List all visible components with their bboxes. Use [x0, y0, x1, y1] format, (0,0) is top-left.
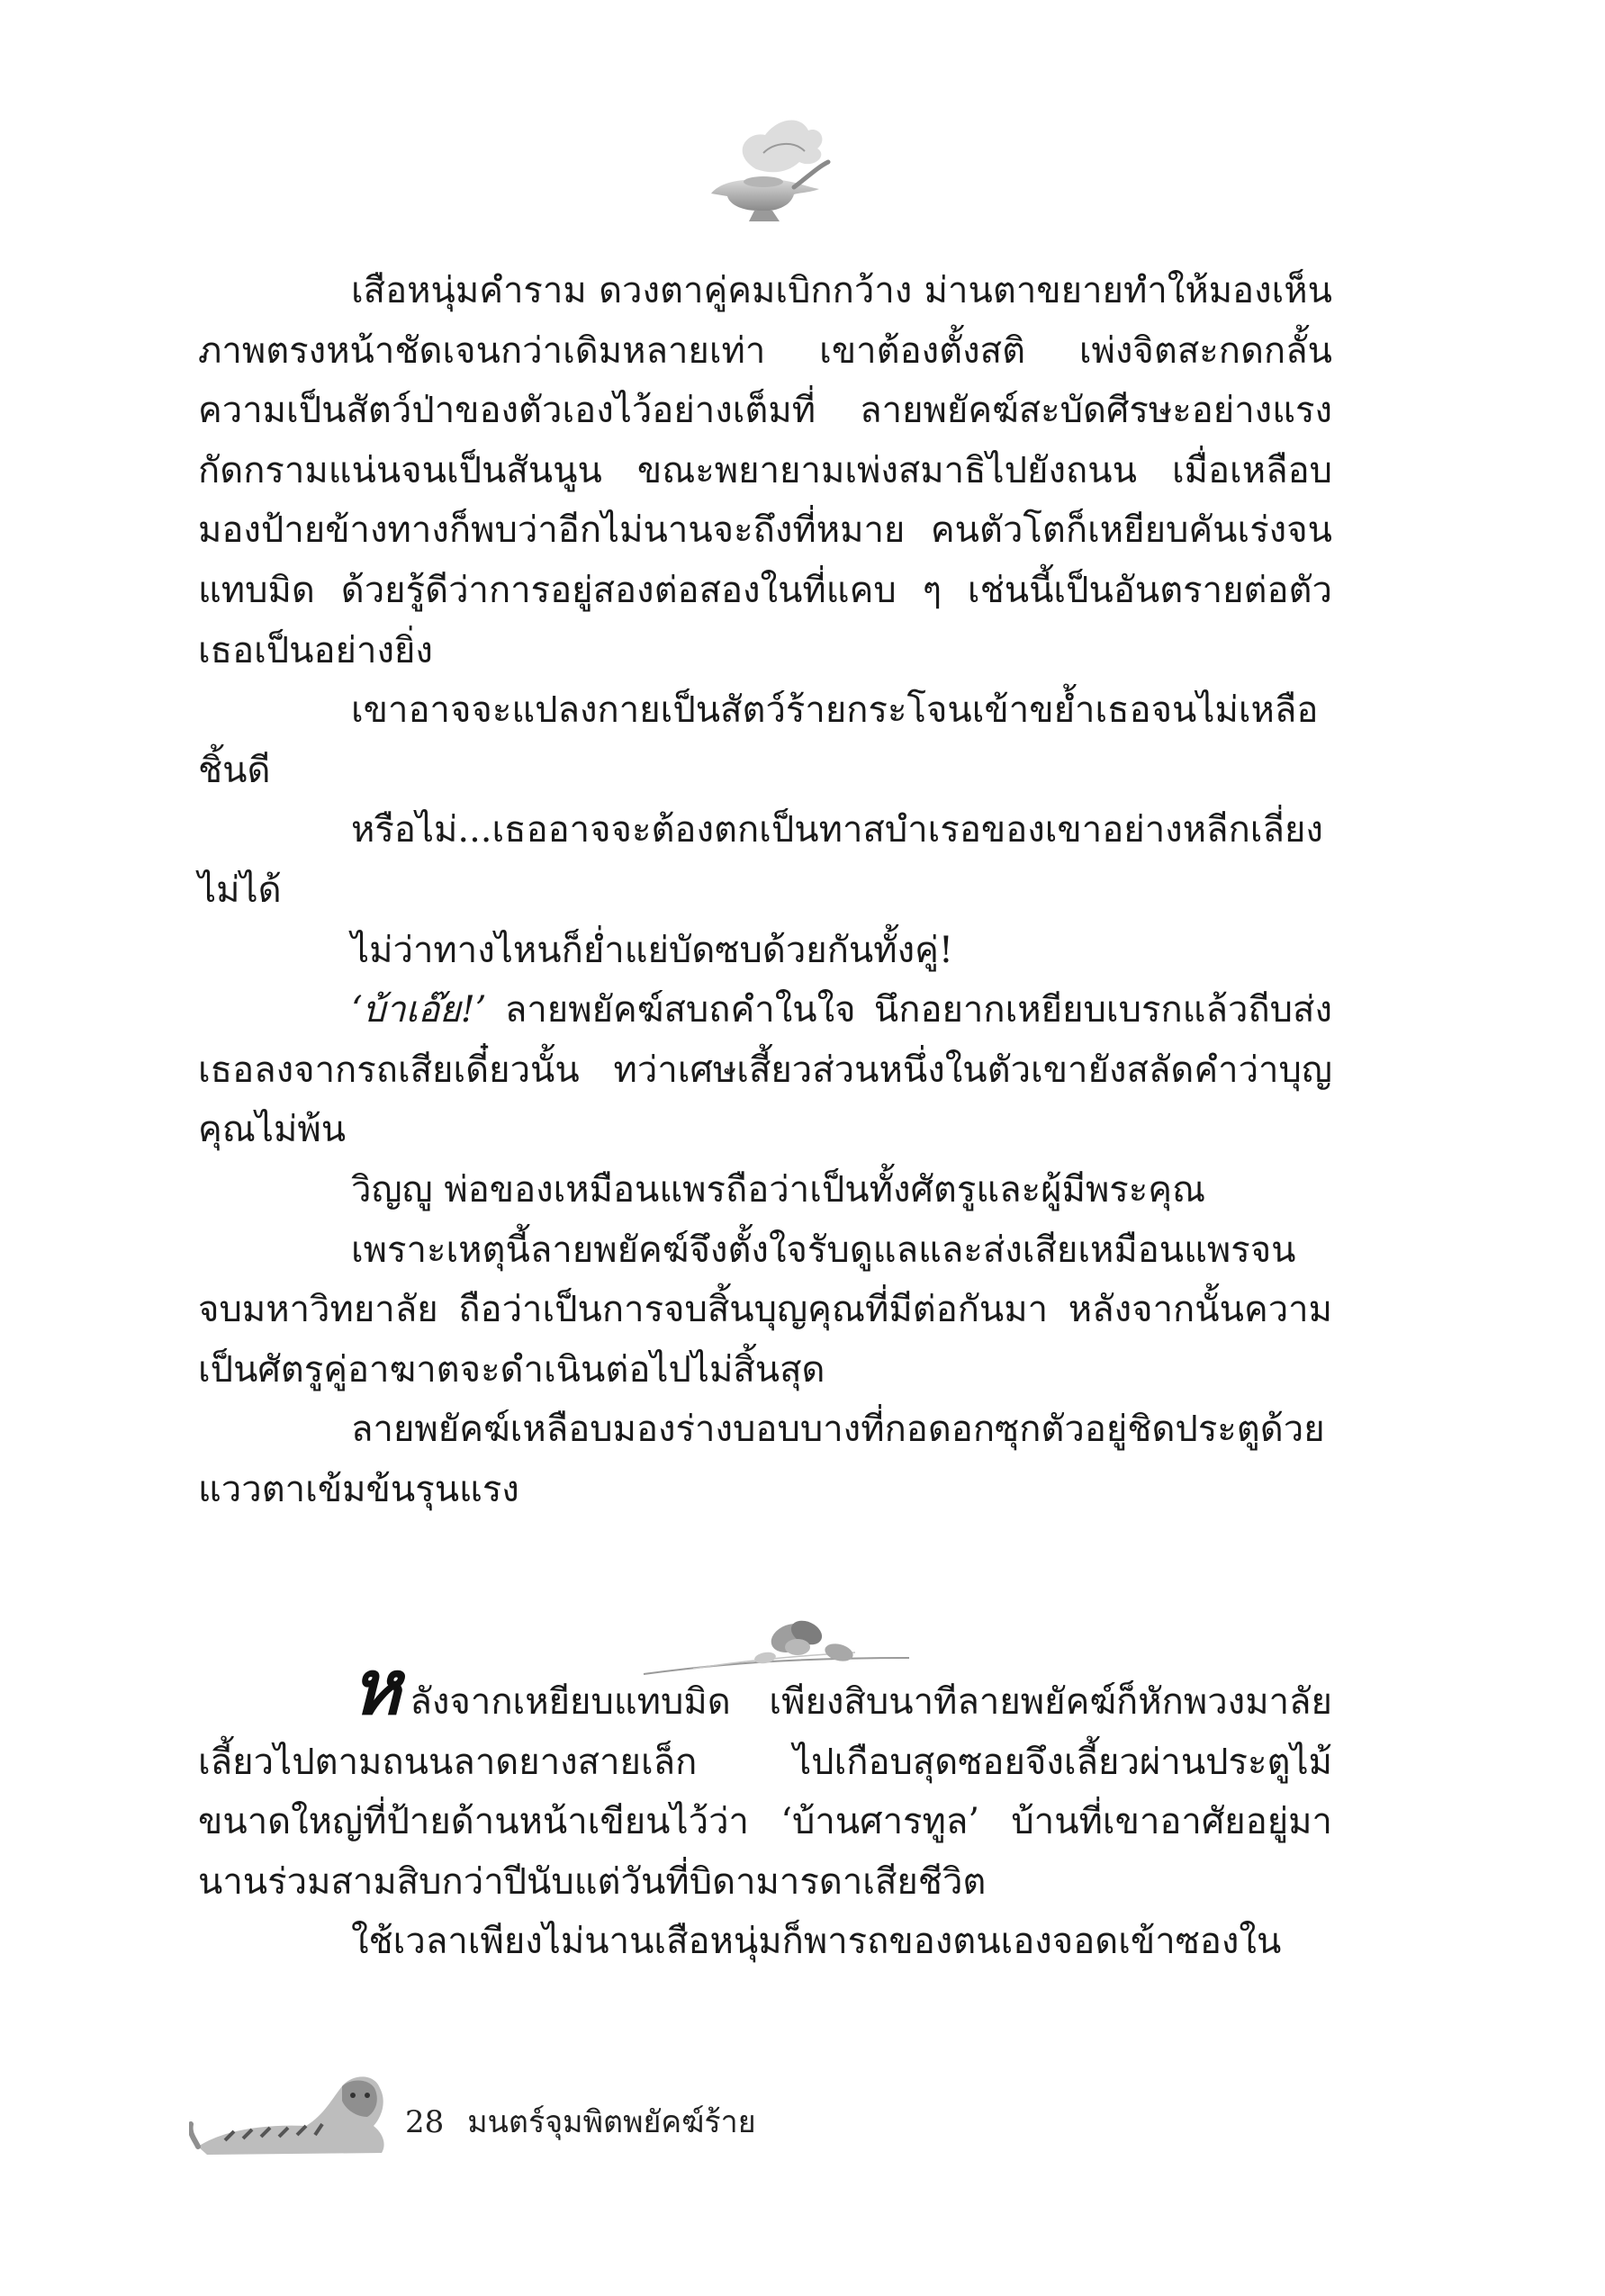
paragraph: เพราะเหตุนี้ลายพยัคฆ์จึงตั้งใจรับดูแลและส่งเสียเหมือนแพรจนจบมหาวิทยาลัย ถือว่าเป็นการจบสิ้นบุญคุณที่มีต่อกันมา หลังจากนั้นความเป็นศัตรูคู่อาฆาตจะดำเนินต่อไปไม่สิ้นสุด [198, 1229, 1332, 1391]
paragraph: ไม่ว่าทางไหนก็ย่ำแย่บัดซบด้วยกันทั้งคู่! [351, 929, 954, 971]
body-text-section-1 [198, 261, 1332, 1519]
drop-cap: ห [351, 1643, 401, 1732]
paragraph: เขาอาจจะแปลงกายเป็นสัตว์ร้ายกระโจนเข้าขย้ำเธอจนไม่เหลือชิ้นดี [198, 689, 1319, 791]
paragraph: เสือหนุ่มคำราม ดวงตาคู่คมเบิกกว้าง ม่านตาขยายทำให้มองเห็นภาพตรงหน้าชัดเจนกว่าเดิมหลายเท่า เขาต้องตั้งสติ เพ่งจิตสะกดกลั้นความเป็นสัตว์ป่าของตัวเองไว้อย่างเต็มที่ ลายพยัคฆ์สะบัดศีรษะอย่างแรงกัดกรามแน่นจนเป็นสันนูน ขณะพยายามเพ่งสมาธิไปยังถนน เมื่อเหลือบมองป้ายข้างทางก็พบว่าอีกไม่นานจะถึงที่หมาย คนตัวโตก็เหยียบคันเร่งจนแทบมิด ด้วยรู้ดีว่าการอยู่สองต่อสองในที่แคบ ๆ เช่นนี้เป็นอันตรายต่อตัวเธอเป็นอย่างยิ่ง [198, 270, 1332, 671]
paragraph [198, 980, 1332, 1160]
inner-thought: ‘บ้าเอ๊ย!’ [351, 989, 487, 1031]
body-text-section-2 [198, 1643, 1332, 1972]
paragraph: หรือไม่...เธออาจจะต้องตกเป็นทาสบำเรอของเขาอย่างหลีกเลี่ยงไม่ได้ [198, 809, 1323, 911]
page-footer [189, 2061, 819, 2160]
book-title: มนตร์จุมพิตพยัคฆ์ร้าย [467, 2104, 756, 2140]
paragraph [198, 1643, 1332, 1912]
paragraph: ลายพยัคฆ์เหลือบมองร่างบอบบางที่กอดอกซุกตัวอยู่ชิดประตูด้วยแววตาเข้มข้นรุนแรง [198, 1409, 1325, 1510]
paragraph-text: ลายพยัคฆ์สบถคำในใจ นึกอยากเหยียบเบรกแล้วถีบส่งเธอลงจากรถเสียเดี๋ยวนั้น ทว่าเศษเสี้ยวส่วนหนึ่งในตัวเขายังสลัดคำว่าบุญคุณไม่พ้น [198, 989, 1332, 1151]
paragraph: วิญญู พ่อของเหมือนแพรถือว่าเป็นทั้งศัตรูและผู้มีพระคุณ [351, 1168, 1206, 1211]
genie-lamp-icon [693, 99, 837, 234]
page-number: 28 [405, 2104, 445, 2140]
running-footer [405, 2097, 756, 2146]
paragraph-text: ลังจากเหยียบแทบมิด เพียงสิบนาทีลายพยัคฆ์ก็หักพวงมาลัยเลี้ยวไปตามถนนลาดยางสายเล็ก ไปเกือบสุดซอยจึงเลี้ยวผ่านประตูไม้ขนาดใหญ่ที่ป้ายด้านหน้าเขียนไว้ว่า ‘บ้านศารทูล’ บ้านที่เขาอาศัยอยู่มานานร่วมสามสิบกว่าปีนับแต่วันที่บิดามารดาเสียชีวิต [198, 1681, 1332, 1903]
paragraph: ใช้เวลาเพียงไม่นานเสือหนุ่มก็พารถของตนเองจอดเข้าซองใน [351, 1921, 1282, 1963]
tiger-icon [189, 2061, 396, 2160]
